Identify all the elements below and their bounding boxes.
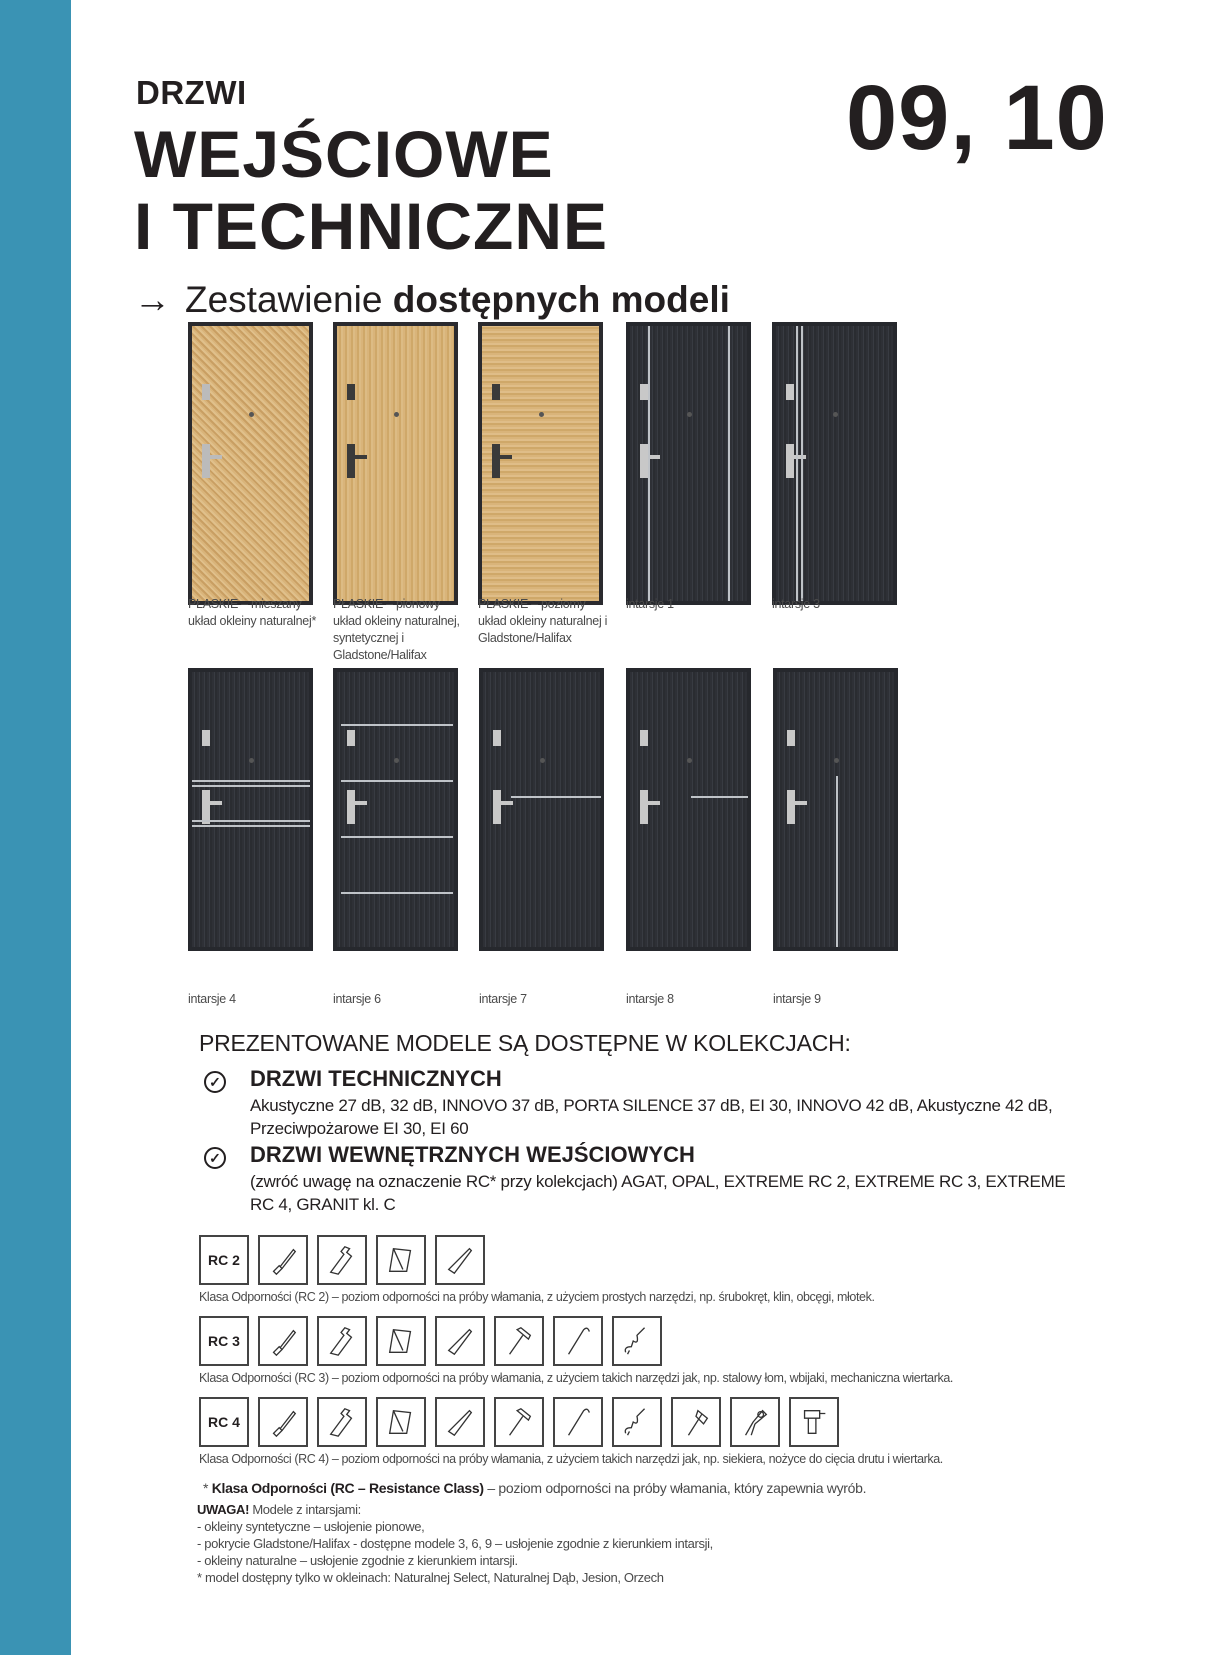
caption-plaskie-poziomy: PŁASKIE – poziomy układ okleiny naturalnej i Gladstone/Halifax [478,597,608,645]
caption-plaskie-pionowy: PŁASKIE – pionowy układ okleiny naturalnej, syntetycznej i Gladstone/Halifax [333,597,460,662]
door-handle [640,444,648,478]
inlay-line [728,326,730,601]
peephole [249,758,254,763]
inlay-line [836,776,838,947]
caption-intarsje-4: intarsje 4 [188,992,236,1006]
title-line-techniczne: I TECHNICZNE [134,189,608,263]
door-image-intarsje-4 [188,668,313,951]
note-line: - okleiny syntetyczne – usłojenie pionowe, [197,1519,425,1534]
wrench-icon [317,1235,367,1285]
caption-intarsje-3: intarsje 3 [772,597,820,611]
footnote-asterisk: * [203,1480,212,1496]
door-handle [640,790,648,824]
wedge-icon [435,1316,485,1366]
page-number: 09, 10 [846,67,1108,169]
door-image-intarsje-9 [773,668,898,951]
peephole [249,412,254,417]
hammer-icon [494,1316,544,1366]
door-image-plaskie-pionowy [333,322,458,605]
inlay-line [192,780,310,782]
subtitle-bold: dostępnych modeli [392,279,730,320]
peephole [687,412,692,417]
notes-block [197,1501,713,1586]
axe-icon [671,1397,721,1447]
hammer-icon [494,1397,544,1447]
wrench-icon [317,1316,367,1366]
door-image-plaskie-mieszany [188,322,313,605]
hand-drill-icon [612,1316,662,1366]
inlay-line [691,796,748,798]
door-image-intarsje-7 [479,668,604,951]
rc4-tools-row [199,1397,839,1447]
peephole [540,758,545,763]
rc4-description: Klasa Odporności (RC 4) – poziom odporności na próby włamania, z użyciem takich narzędzi jak, np. siekiera, nożyce do cięcia drutu i wiertarka. [199,1452,943,1466]
saw-icon [376,1235,426,1285]
door-handle [202,790,210,824]
caption-intarsje-1: intarsje 1 [626,597,674,611]
collection-text-techniczne: Akustyczne 27 dB, 32 dB, INNOVO 37 dB, PORTA SILENCE 37 dB, EI 30, INNOVO 42 dB, Akustyczne 42 dB, Przeciwpożarowe EI 30, EI 60 [250,1096,1053,1138]
peephole [539,412,544,417]
rc4-label: RC 4 [199,1397,249,1447]
peephole [834,758,839,763]
inlay-line [796,326,798,601]
crowbar-icon [553,1316,603,1366]
caption-intarsje-6: intarsje 6 [333,992,381,1006]
lock-icon [347,384,355,400]
door-handle [347,790,355,824]
subtitle [134,279,730,321]
inlay-line [341,724,453,726]
lock-icon [202,730,210,746]
peephole [394,412,399,417]
notes-warning: UWAGA! [197,1502,250,1517]
rc3-description: Klasa Odporności (RC 3) – poziom odporności na próby włamania, z użyciem takich narzędzi jak, np. stalowy łom, wbijaki, mechaniczna wiertarka. [199,1371,953,1385]
title-drzwi: DRZWI [136,74,247,111]
note-line: - pokrycie Gladstone/Halifax - dostępne modele 3, 6, 9 – usłojenie zgodnie z kierunkiem intarsji, [197,1536,713,1551]
door-handle [347,444,355,478]
saw-icon [376,1397,426,1447]
door-image-intarsje-6 [333,668,458,951]
rc2-description: Klasa Odporności (RC 2) – poziom odporności na próby włamania, z użyciem prostych narzędzi, np. śrubokręt, klin, obcęgi, młotek. [199,1290,875,1304]
inlay-line [648,326,650,601]
rc2-label: RC 2 [199,1235,249,1285]
peephole [833,412,838,417]
door-image-plaskie-poziomy [478,322,603,605]
collection-title-techniczne: DRZWI TECHNICZNYCH [250,1066,502,1091]
door-image-intarsje-3 [772,322,897,605]
rc3-label: RC 3 [199,1316,249,1366]
rc-footnote [203,1480,866,1496]
door-image-intarsje-1 [626,322,751,605]
lock-icon [202,384,210,400]
title-line-wejsciowe: WEJŚCIOWE [134,117,554,191]
notes-heading [197,1501,713,1518]
sidebar-accent-stripe [0,0,71,1655]
lock-icon [347,730,355,746]
power-drill-icon [789,1397,839,1447]
inlay-line [341,780,453,782]
inlay-line [192,820,310,822]
door-handle [202,444,210,478]
caption-intarsje-7: intarsje 7 [479,992,527,1006]
inlay-line [511,796,601,798]
crowbar-icon [553,1397,603,1447]
notes-intro: Modele z intarsjami: [249,1502,361,1517]
subtitle-regular: Zestawienie [185,279,393,320]
door-handle [787,790,795,824]
inlay-line [341,892,453,894]
page-title [134,118,608,262]
note-line: * model dostępny tylko w okleinach: Naturalnej Select, Naturalnej Dąb, Jesion, Orzech [197,1570,664,1585]
door-handle [493,790,501,824]
peephole [394,758,399,763]
saw-icon [376,1316,426,1366]
lock-icon [492,384,500,400]
lock-icon [787,730,795,746]
collection-title-wejsciowe: DRZWI WEWNĘTRZNYCH WEJŚCIOWYCH [250,1142,695,1167]
screwdriver-icon [258,1316,308,1366]
door-handle [786,444,794,478]
check-circle-icon: ✓ [204,1147,226,1169]
inlay-line [801,326,803,601]
wedge-icon [435,1235,485,1285]
check-circle-icon: ✓ [204,1071,226,1093]
note-line: - okleiny naturalne – usłojenie zgodnie z kierunkiem intarsji. [197,1553,518,1568]
footnote-bold: Klasa Odporności (RC – Resistance Class) [211,1480,484,1496]
lock-icon [640,730,648,746]
caption-plaskie-mieszany: PŁASKIE – mieszany układ okleiny naturalnej* [188,597,317,628]
collection-text-wejsciowe: (zwróć uwagę na oznaczenie RC* przy kolekcjach) AGAT, OPAL, EXTREME RC 2, EXTREME RC 3, EXTREME RC 4, GRANIT kl. C [250,1172,1066,1214]
hand-drill-icon [612,1397,662,1447]
footnote-text: – poziom odporności na próby włamania, który zapewnia wyrób. [483,1480,867,1496]
inlay-line [341,836,453,838]
caption-intarsje-8: intarsje 8 [626,992,674,1006]
wedge-icon [435,1397,485,1447]
rc3-tools-row [199,1316,662,1366]
screwdriver-icon [258,1235,308,1285]
inlay-line [192,785,310,787]
arrow-right-icon: → [134,279,171,320]
lock-icon [640,384,648,400]
peephole [687,758,692,763]
door-handle [492,444,500,478]
screwdriver-icon [258,1397,308,1447]
collections-heading: PREZENTOWANE MODELE SĄ DOSTĘPNE W KOLEKCJACH: [199,1030,851,1056]
door-image-intarsje-8 [626,668,751,951]
caption-intarsje-9: intarsje 9 [773,992,821,1006]
inlay-line [192,825,310,827]
lock-icon [493,730,501,746]
rc2-tools-row [199,1235,485,1285]
wrench-icon [317,1397,367,1447]
wire-cutter-icon [730,1397,780,1447]
lock-icon [786,384,794,400]
